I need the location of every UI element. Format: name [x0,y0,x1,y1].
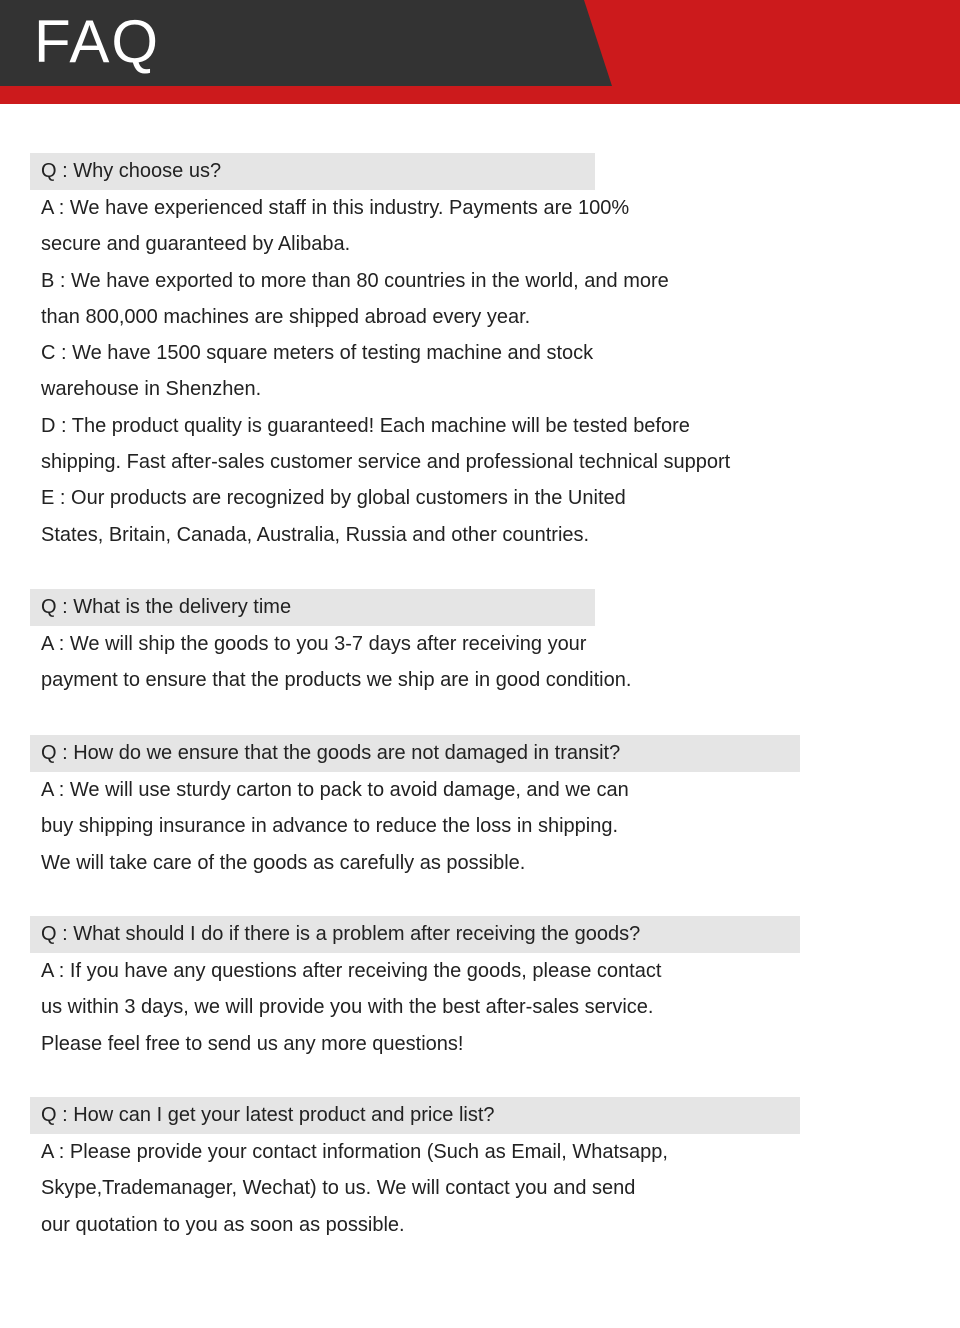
faq-question: Q : What should I do if there is a problem after receiving the goods? [30,916,800,953]
answer-line: Skype,Trademanager, Wechat) to us. We will contact you and send [41,1177,636,1200]
answer-line: buy shipping insurance in advance to reduce the loss in shipping. [41,815,619,838]
page-title: FAQ [34,8,161,75]
faq-question: Q : How do we ensure that the goods are not damaged in transit? [30,735,800,772]
faq-question: Q : How can I get your latest product and price list? [30,1097,800,1134]
faq-answer [30,772,800,881]
answer-line: B : We have exported to more than 80 countries in the world, and more [41,269,669,292]
faq-item-why-choose-us [30,153,731,553]
answer-line: shipping. Fast after-sales customer service and professional technical support [41,451,731,474]
faq-answer [30,626,632,699]
faq-item-problem-after-receiving [30,916,800,1062]
faq-item-transit-damage [30,735,800,881]
answer-line: us within 3 days, we will provide you with the best after-sales service. [41,996,654,1019]
answer-line: than 800,000 machines are shipped abroad every year. [41,305,531,328]
answer-line: We will take care of the goods as carefully as possible. [41,851,526,874]
answer-line: our quotation to you as soon as possible. [41,1213,405,1236]
answer-line: A : Please provide your contact information (Such as Email, Whatsapp, [41,1141,668,1163]
faq-question: Q : What is the delivery time [30,589,595,626]
answer-line: C : We have 1500 square meters of testing machine and stock [41,342,594,365]
answer-line: A : We will ship the goods to you 3-7 days after receiving your [41,633,587,655]
answer-line: D : The product quality is guaranteed! Each machine will be tested before [41,414,690,437]
answer-line: warehouse in Shenzhen. [41,378,262,401]
answer-line: payment to ensure that the products we ship are in good condition. [41,669,632,692]
answer-line: A : We have experienced staff in this industry. Payments are 100% [41,197,630,219]
answer-line: Please feel free to send us any more questions! [41,1032,464,1055]
faq-answer [30,190,731,553]
faq-header-banner [0,0,960,104]
faq-item-delivery-time [30,589,632,699]
faq-answer [30,953,800,1062]
answer-line: E : Our products are recognized by global customers in the United [41,487,626,510]
faq-answer [30,1134,800,1243]
faq-item-price-list [30,1097,800,1243]
answer-line: A : If you have any questions after receiving the goods, please contact [41,960,662,982]
answer-line: States, Britain, Canada, Australia, Russia and other countries. [41,523,590,546]
answer-line: A : We will use sturdy carton to pack to avoid damage, and we can [41,779,629,801]
faq-question: Q : Why choose us? [30,153,595,190]
answer-line: secure and guaranteed by Alibaba. [41,233,351,256]
